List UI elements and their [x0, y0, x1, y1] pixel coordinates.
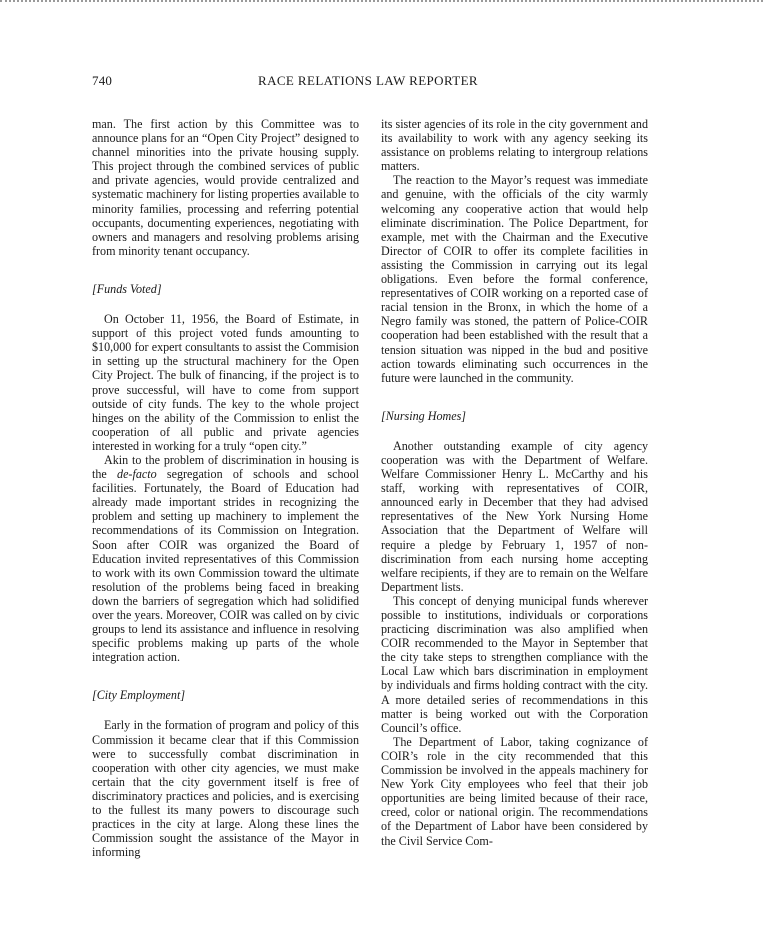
- paragraph-text: Akin to the problem of discrimination in housing is the: [92, 452, 359, 482]
- paragraph: This concept of denying municipal funds wherever possible to institutions, individuals or corporations practicing discrimination was also amplified when COIR recommended to the Mayor in September that the city take steps to strengthen compliance with the Local Law which bars discrimination in employment by individuals and firms holding contract with the city. A more detailed series of recommendations in this matter is being worked out with the Corporation Council’s office.: [381, 593, 648, 735]
- paragraph-text: segregation of schools and school facilities. Fortunately, the Board of Education had already made important strides in recognizing the problem and setting up machinery to implement the recommendations of its Commission on Integration. Soon after COIR was organized the Board of Education invited representatives of this Commission to work with its own Commission toward the ultimate resolution of the problems being faced in breaking down the barriers of segregation which had solidified over the years. Moreover, COIR was called on by civic groups to lend its assistance and influence in resolving specific problems making up parts of the whole integration action.: [92, 467, 359, 665]
- paragraph: its sister agencies of its role in the city government and its availability to work with any agency seeking its assistance on problems relating to intergroup relations matters.: [381, 117, 648, 174]
- paragraph: Early in the formation of program and policy of this Commission it became clear that if this Commission were to successfully combat discrimination in cooperation with other city agencies, we must make certain that the city government itself is free of discriminatory practices and policies, and is exercising to the fullest its many powers to discourage such practices in the city at large. Along these lines the Commission sought the assistance of the Mayor in informing: [92, 718, 359, 860]
- paragraph: The Department of Labor, taking cognizance of COIR’s role in the city recommended that this Commission be involved in the appeals machinery for New York City employees who feel that their job opportunities are being limited because of their race, creed, color or national origin. The recommendations of the Department of Labor have been considered by the Civil Service Com-: [381, 734, 648, 848]
- paragraph: The reaction to the Mayor’s request was immediate and genuine, with the officials of the city warmly welcoming any cooperative action that would help eliminate discrimination. The Police Department, for example, met with the Chairman and the Executive Director of COIR to offer its complete facilities in assisting the Commission in carrying out its legal obligations. Even before the formal conference, representatives of COIR working on a reported case of racial tension in the Bronx, in which the home of a Negro family was stoned, the pattern of Police-COIR cooperation had been established with the result that a tension situation was nipped in the bud and positive action towards eliminating such occurrences in the future were launched in the community.: [381, 173, 648, 385]
- italic-term: de-facto: [117, 467, 157, 482]
- paragraph: man. The first action by this Committee was to announce plans for an “Open City Project” designed to channel minorities into the private housing supply. This project through the combined services of public and private agencies, would provide centralized and systematic machinery for listing properties available to minority families, processing and referring potential occupants, documenting experiences, negotiating with owners and managers and resolving problems arising from minority tenant occupancy.: [92, 117, 359, 258]
- left-column: [92, 117, 359, 859]
- page-number: 740: [92, 73, 113, 88]
- paragraph: On October 11, 1956, the Board of Estimate, in support of this project voted funds amounting to $10,000 for expert consultants to assist the Commision in setting up the structural machinery for the Open City Project. The bulk of financing, if the project is to prove successful, will have to come from support outside of city funds. The key to the whole project hinges on the ability of the Commission to enlist the cooperation of all public and private agencies interested in working for a truly “open city.”: [92, 312, 359, 453]
- paragraph: [92, 453, 359, 664]
- section-heading-funds-voted: [Funds Voted]: [92, 281, 162, 296]
- section-heading-city-employment: [City Employment]: [92, 688, 186, 703]
- paragraph: Another outstanding example of city agency cooperation was with the Department of Welfare. Welfare Commissioner Henry L. McCarthy and his staff, working with representatives of COIR, announced early in December that they had advised representatives of the New York Nursing Home Association that the Department of Welfare will require a pledge by February 1, 1957 of non-discrimination from each nursing home accepting welfare recipients, if they are to remain on the Welfare Department lists.: [381, 438, 648, 594]
- right-column: [381, 117, 648, 848]
- running-head: RACE RELATIONS LAW REPORTER: [258, 73, 478, 88]
- top-border: [0, 0, 763, 8]
- section-heading-nursing-homes: [Nursing Homes]: [381, 408, 467, 423]
